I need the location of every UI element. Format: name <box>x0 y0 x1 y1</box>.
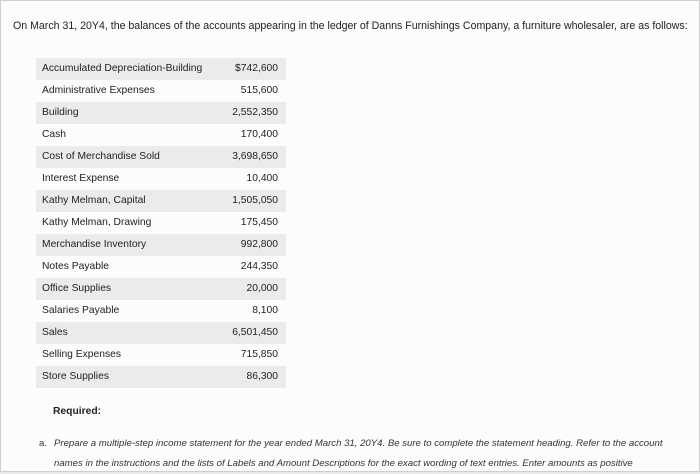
ledger-row <box>36 80 286 102</box>
account-balance: 8,100 <box>252 305 278 316</box>
ledger-row <box>36 300 286 322</box>
account-name: Salaries Payable <box>42 305 120 316</box>
account-balance: 86,300 <box>246 371 278 382</box>
required-heading: Required: <box>53 406 102 417</box>
account-name: Sales <box>42 327 68 338</box>
account-balance: 244,350 <box>240 261 278 272</box>
ledger-row <box>36 322 286 344</box>
ledger-row <box>36 190 286 212</box>
account-name: Notes Payable <box>42 261 109 272</box>
account-balance: 175,450 <box>240 217 278 228</box>
ledger-row <box>36 58 286 80</box>
account-balance: 715,850 <box>240 349 278 360</box>
intro-text: On March 31, 20Y4, the balances of the accounts appearing in the ledger of Danns Furnishings Company, a furniture wholesaler, are as follows: <box>13 20 688 32</box>
ledger-row <box>36 212 286 234</box>
account-balance: 170,400 <box>240 129 278 140</box>
account-balance: 10,400 <box>246 173 278 184</box>
account-balance: 2,552,350 <box>232 107 278 118</box>
ledger-balances-table <box>36 58 286 390</box>
requirement-a-text: Prepare a multiple-step income statement for the year ended March 31, 20Y4. Be sure to complete the statement heading. Refer to the account names in the instructions and the lists of Labels and Amount Descriptions for the exact wording of text entries. Enter amounts as positive <box>54 438 663 469</box>
ledger-row <box>36 124 286 146</box>
account-name: Building <box>42 107 79 118</box>
ledger-row <box>36 256 286 278</box>
account-balance: 1,505,050 <box>232 195 278 206</box>
account-name: Interest Expense <box>42 173 120 184</box>
requirement-a-label: a. <box>39 438 48 449</box>
ledger-row <box>36 102 286 124</box>
account-name: Kathy Melman, Capital <box>42 195 146 206</box>
ledger-row <box>36 344 286 366</box>
account-name: Kathy Melman, Drawing <box>42 217 152 228</box>
account-balance: 6,501,450 <box>232 327 278 338</box>
account-balance: 515,600 <box>240 85 278 96</box>
account-name: Store Supplies <box>42 371 109 382</box>
account-name: Accumulated Depreciation-Building <box>42 63 203 74</box>
account-name: Office Supplies <box>42 283 112 294</box>
account-name: Cash <box>42 129 67 140</box>
requirement-a <box>39 434 689 474</box>
account-balance: 20,000 <box>246 283 278 294</box>
ledger-row <box>36 366 286 388</box>
account-name: Selling Expenses <box>42 349 121 360</box>
ledger-row <box>36 146 286 168</box>
account-balance: 992,800 <box>240 239 278 250</box>
account-name: Merchandise Inventory <box>42 239 147 250</box>
ledger-row <box>36 234 286 256</box>
ledger-row <box>36 168 286 190</box>
ledger-row <box>36 278 286 300</box>
account-balance: 3,698,650 <box>232 151 278 162</box>
account-name: Cost of Merchandise Sold <box>42 151 160 162</box>
account-name: Administrative Expenses <box>42 85 155 96</box>
account-balance: $742,600 <box>235 63 278 74</box>
